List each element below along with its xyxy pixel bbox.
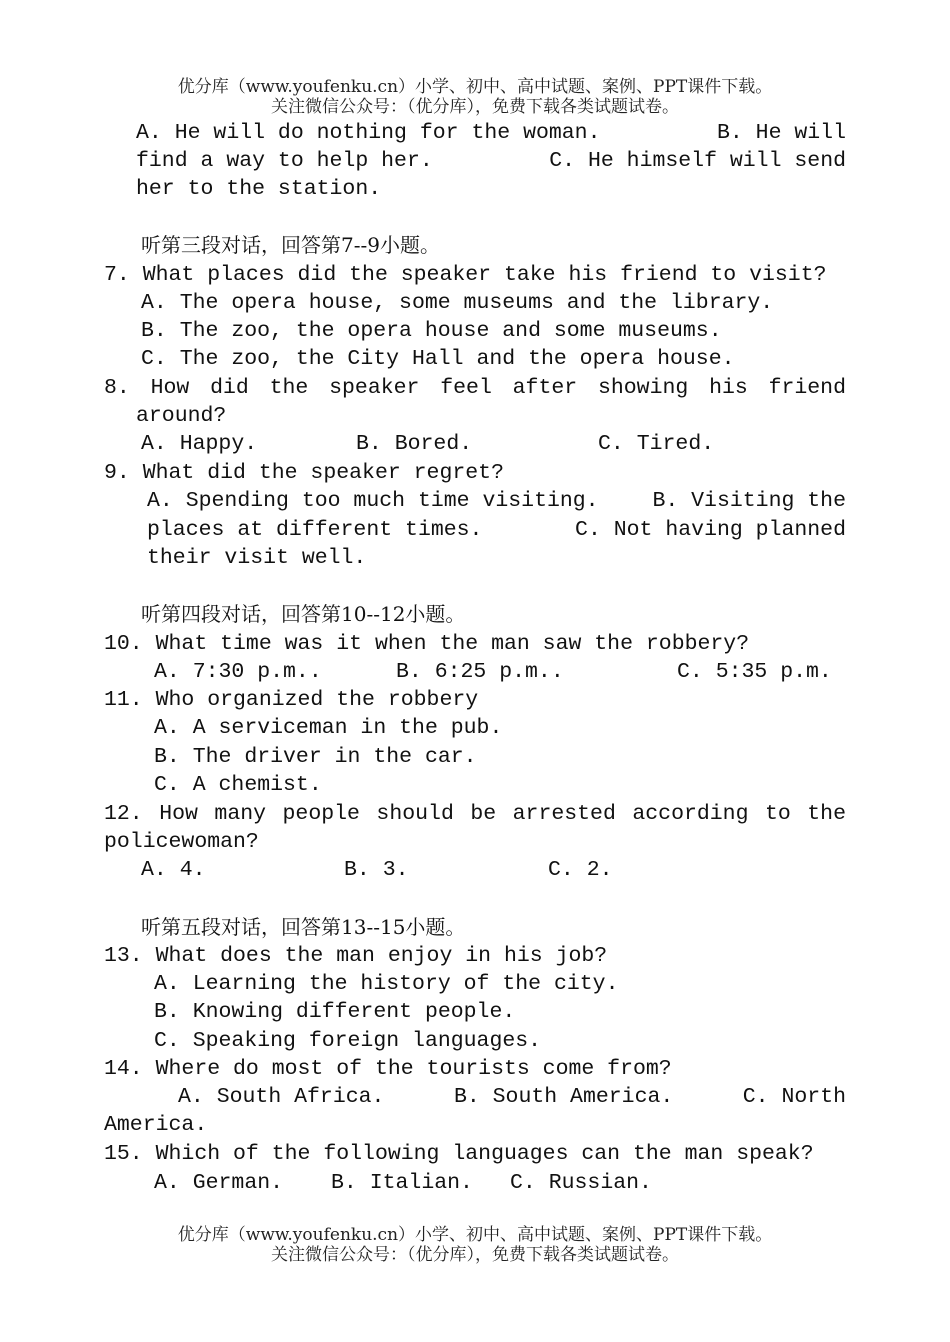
q7-option-b: B. The zoo, the opera house and some museums.	[141, 319, 722, 343]
q11-stem: 11. Who organized the robbery	[104, 688, 479, 712]
q8-stem-cont: around?	[136, 404, 227, 428]
q13-option-a: A. Learning the history of the city.	[154, 972, 619, 996]
q7-stem: 7. What places did the speaker take his friend to visit?	[104, 263, 827, 287]
q15-option-a: A. German.	[154, 1171, 284, 1195]
section-5-title: 听第五段对话，回答第13--15小题。	[141, 915, 466, 939]
q6-option-c: C. He himself will send	[549, 149, 846, 173]
q6-options-row2	[136, 147, 846, 175]
q8-option-a: A. Happy.	[141, 432, 258, 456]
header-line-1: 优分库（www.youfenku.cn）小学、初中、高中试题、案例、PPT课件下载。	[177, 77, 773, 97]
section-4-title: 听第四段对话，回答第10--12小题。	[141, 602, 466, 626]
q15-option-c: C. Russian.	[510, 1171, 652, 1195]
q6-option-b-cont: find a way to help her.	[136, 149, 433, 173]
q14-options-row	[178, 1083, 846, 1111]
q8-option-c: C. Tired.	[598, 432, 715, 456]
q6-option-b: B. He will	[716, 121, 846, 145]
q9-option-b-cont: places at different times.	[147, 518, 483, 542]
header-line-2: 关注微信公众号：（优分库），免费下载各类试题试卷。	[271, 97, 679, 117]
q15-stem: 15. Which of the following languages can the man speak?	[104, 1142, 814, 1166]
q14-stem: 14. Where do most of the tourists come from?	[104, 1057, 672, 1081]
q14-option-c: C. North	[742, 1085, 846, 1109]
q10-option-a: A. 7:30 p.m..	[154, 660, 322, 684]
q12-option-b: B. 3.	[344, 858, 409, 882]
q13-option-c: C. Speaking foreign languages.	[154, 1029, 542, 1053]
footer-line-2: 关注微信公众号：（优分库），免费下载各类试题试卷。	[271, 1245, 679, 1265]
q11-option-b: B. The driver in the car.	[154, 745, 477, 769]
q9-options-row1	[147, 487, 846, 515]
q8-stem: 8. How did the speaker feel after showing his friend	[104, 376, 846, 400]
q9-option-c-cont: their visit well.	[147, 546, 367, 570]
q11-option-c: C. A chemist.	[154, 773, 322, 797]
q6-option-a: A. He will do nothing for the woman.	[136, 121, 601, 145]
q12-option-a: A. 4.	[141, 858, 206, 882]
q7-option-a: A. The opera house, some museums and the library.	[141, 291, 774, 315]
q12-option-c: C. 2.	[548, 858, 613, 882]
q12-stem: 12. How many people should be arrested according to the	[104, 802, 846, 826]
q7-option-c: C. The zoo, the City Hall and the opera house.	[141, 347, 735, 371]
q11-option-a: A. A serviceman in the pub.	[154, 716, 503, 740]
q10-stem: 10. What time was it when the man saw the robbery?	[104, 632, 750, 656]
q9-option-a: A. Spending too much time visiting.	[147, 489, 599, 513]
q12-stem-cont: policewoman?	[104, 830, 259, 854]
q10-option-b: B. 6:25 p.m..	[396, 660, 564, 684]
q14-option-a: A. South Africa.	[178, 1085, 385, 1109]
q9-options-row2	[147, 516, 846, 544]
q13-option-b: B. Knowing different people.	[154, 1000, 516, 1024]
q15-option-b: B. Italian.	[331, 1171, 473, 1195]
q10-option-c: C. 5:35 p.m.	[677, 660, 832, 684]
q14-option-b: B. South America.	[453, 1085, 674, 1109]
q8-option-b: B. Bored.	[356, 432, 473, 456]
q13-stem: 13. What does the man enjoy in his job?	[104, 944, 608, 968]
q9-stem: 9. What did the speaker regret?	[104, 461, 504, 485]
q6-option-c-cont: her to the station.	[136, 177, 382, 201]
q9-option-b: B. Visiting the	[652, 489, 846, 513]
q14-option-c-cont: America.	[104, 1113, 208, 1137]
q6-options-row1	[136, 119, 846, 147]
section-3-title: 听第三段对话，回答第7--9小题。	[141, 233, 440, 257]
footer-line-1: 优分库（www.youfenku.cn）小学、初中、高中试题、案例、PPT课件下载。	[177, 1225, 773, 1245]
q9-option-c: C. Not having planned	[575, 518, 846, 542]
